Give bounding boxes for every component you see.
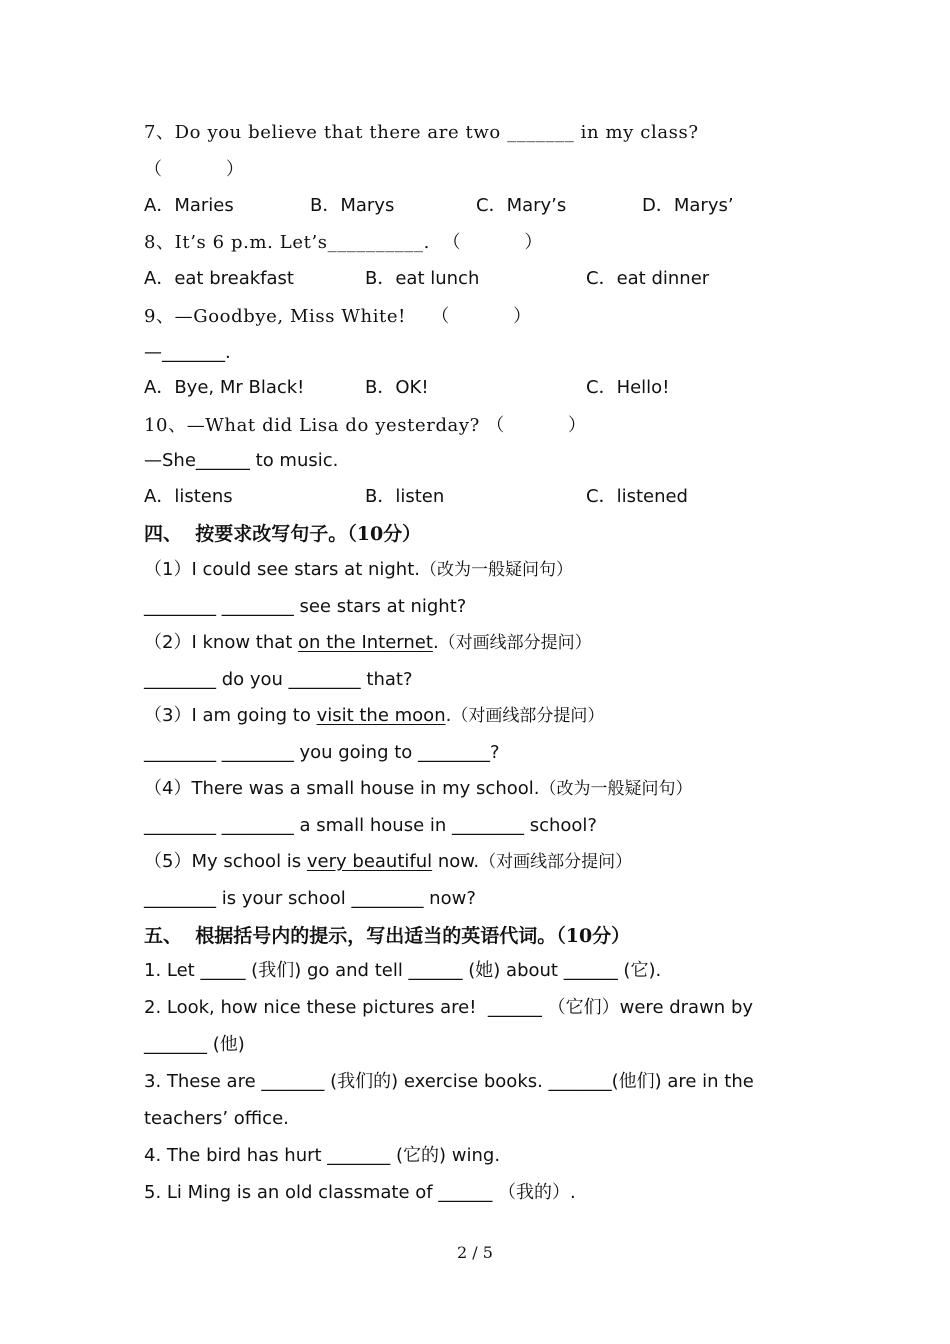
- question-7-option-d: D．Marys’: [642, 195, 734, 216]
- section-4-item-2-answer: ________ do you ________ that?: [144, 669, 413, 690]
- section-4-item-3-answer: ________ ________ you going to ________?: [144, 742, 500, 763]
- section-5-line-3-cont: teachers’ office.: [144, 1108, 289, 1129]
- question-7-option-a: A．Maries: [144, 195, 234, 216]
- question-9-option-b: B．OK!: [365, 377, 429, 398]
- section-4-item-1-answer: ________ ________ see stars at night?: [144, 596, 467, 617]
- question-9-option-a: A．Bye, Mr Black!: [144, 377, 305, 398]
- item-hint: （对画线部分提问）: [479, 852, 633, 872]
- question-9-option-c: C．Hello!: [586, 377, 670, 398]
- question-7-option-c: C．Mary’s: [476, 195, 567, 216]
- question-9-answer-line: —_______.: [144, 342, 231, 363]
- underlined-phrase: visit the moon: [316, 705, 446, 726]
- question-8-option-c: C．eat dinner: [586, 268, 710, 289]
- item-text: （3）I am going to: [144, 705, 317, 726]
- page-number: 2 / 5: [457, 1243, 493, 1262]
- question-9-text: 9、—Goodbye, Miss White! （ ）: [144, 306, 532, 327]
- question-10-text: 10、—What did Lisa do yesterday? （ ）: [144, 415, 587, 436]
- question-8-option-b: B．eat lunch: [365, 268, 480, 289]
- section-5-line-2: 2. Look, how nice these pictures are! ______ （它们）were drawn by: [144, 997, 754, 1018]
- section-5-line-4: 4. The bird has hurt _______ (它的) wing.: [144, 1145, 501, 1166]
- item-text-end: .: [445, 705, 452, 726]
- item-text: （5）My school is: [144, 851, 307, 872]
- question-10-answer-line: —She______ to music.: [144, 450, 339, 471]
- question-10-option-b: B．listen: [365, 486, 445, 507]
- section-4-item-1: [144, 558, 573, 582]
- section-5-line-1: 1. Let _____ (我们) go and tell ______ (她) about ______ (它).: [144, 960, 662, 981]
- question-10-option-a: A．listens: [144, 486, 233, 507]
- underlined-phrase: on the Internet: [298, 632, 433, 653]
- section-4-item-5-answer: ________ is your school ________ now?: [144, 888, 476, 909]
- item-text: （2）I know that: [144, 632, 299, 653]
- question-7-text: 7、Do you believe that there are two _______ in my class?: [144, 122, 699, 143]
- section-4-heading: 四、 按要求改写句子。（10分）: [144, 523, 422, 545]
- item-hint: （对画线部分提问）: [438, 633, 592, 653]
- question-10-option-c: C．listened: [586, 486, 688, 507]
- section-4-item-2: [144, 631, 592, 655]
- section-5-line-2-cont: _______ (他): [144, 1034, 245, 1055]
- item-hint: （改为一般疑问句）: [420, 560, 573, 580]
- section-5-line-5: 5. Li Ming is an old classmate of ______ （我的）.: [144, 1182, 576, 1203]
- item-hint: （对画线部分提问）: [451, 706, 605, 726]
- item-text-end: now.: [432, 851, 480, 872]
- question-7-answer-bracket: （ ）: [144, 159, 245, 180]
- section-4-item-4-answer: ________ ________ a small house in ________ school?: [144, 815, 597, 836]
- question-8-text: 8、It’s 6 p.m. Let’s__________. （ ）: [144, 232, 543, 253]
- section-4-item-4: [144, 777, 692, 801]
- item-text: （4）There was a small house in my school.: [144, 778, 540, 799]
- item-hint: （改为一般疑问句）: [539, 779, 693, 799]
- question-7-option-b: B．Marys: [310, 195, 395, 216]
- section-5-line-3: 3. These are _______ (我们的) exercise books. _______(他们) are in the: [144, 1071, 754, 1092]
- section-5-heading: 五、 根据括号内的提示，写出适当的英语代词。（10分）: [144, 925, 631, 947]
- question-8-option-a: A．eat breakfast: [144, 268, 294, 289]
- item-text: （1）I could see stars at night.: [144, 559, 420, 580]
- section-4-item-3: [144, 704, 604, 728]
- section-4-item-5: [144, 850, 632, 874]
- item-text-end: .: [432, 632, 439, 653]
- underlined-phrase: very beautiful: [306, 851, 433, 872]
